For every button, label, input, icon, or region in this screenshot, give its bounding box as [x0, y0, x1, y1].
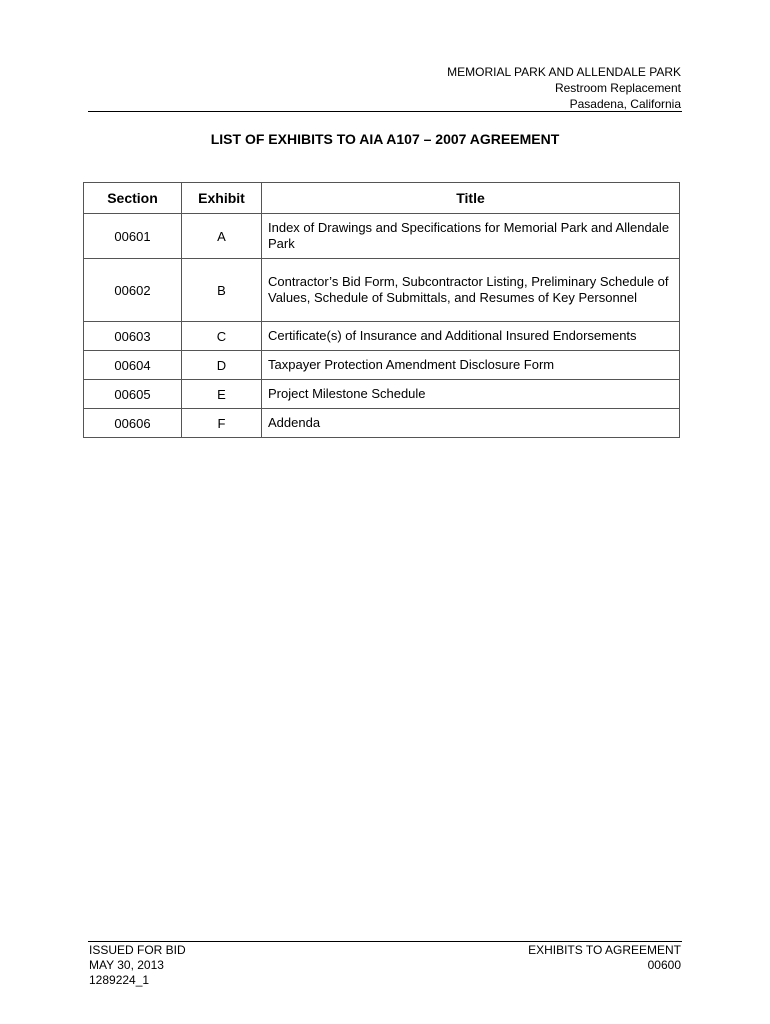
- cell-title: Project Milestone Schedule: [262, 380, 680, 409]
- footer-issue-date: MAY 30, 2013: [89, 958, 164, 972]
- cell-title: Addenda: [262, 409, 680, 438]
- footer-left: [89, 943, 186, 988]
- cell-exhibit: C: [182, 322, 262, 351]
- cell-title: Certificate(s) of Insurance and Additional Insured Endorsements: [262, 322, 680, 351]
- cell-title: Index of Drawings and Specifications for Memorial Park and Allendale Park: [262, 214, 680, 259]
- header-project-subtitle: Restroom Replacement: [554, 81, 681, 95]
- header-location: Pasadena, California: [569, 97, 681, 111]
- table-header-row: [84, 183, 680, 214]
- cell-section: 00605: [84, 380, 182, 409]
- cell-title: Contractor’s Bid Form, Subcontractor Listing, Preliminary Schedule of Values, Schedule of Submittals, and Resumes of Key Personnel: [262, 259, 680, 322]
- table-row: [84, 259, 680, 322]
- cell-section: 00606: [84, 409, 182, 438]
- page-title: LIST OF EXHIBITS TO AIA A107 – 2007 AGREEMENT: [210, 131, 560, 147]
- column-header-section: Section: [84, 183, 182, 214]
- exhibits-table: [83, 182, 680, 438]
- footer-document-number: 1289224_1: [89, 973, 150, 987]
- cell-title: Taxpayer Protection Amendment Disclosure Form: [262, 351, 680, 380]
- cell-exhibit: E: [182, 380, 262, 409]
- table-row: [84, 351, 680, 380]
- cell-section: 00601: [84, 214, 182, 259]
- footer-divider: [88, 941, 682, 942]
- footer-right: [528, 943, 681, 973]
- footer-issue-status: ISSUED FOR BID: [89, 943, 186, 957]
- table-row: [84, 380, 680, 409]
- cell-exhibit: B: [182, 259, 262, 322]
- cell-section: 00604: [84, 351, 182, 380]
- header-divider: [88, 111, 682, 112]
- cell-section: 00602: [84, 259, 182, 322]
- column-header-title: Title: [262, 183, 680, 214]
- table-row: [84, 214, 680, 259]
- table-row: [84, 322, 680, 351]
- page-header: [447, 64, 681, 112]
- cell-exhibit: A: [182, 214, 262, 259]
- cell-section: 00603: [84, 322, 182, 351]
- cell-exhibit: D: [182, 351, 262, 380]
- table-row: [84, 409, 680, 438]
- footer-section-name: EXHIBITS TO AGREEMENT: [528, 943, 681, 957]
- footer-section-number: 00600: [647, 958, 681, 972]
- header-project-name: MEMORIAL PARK AND ALLENDALE PARK: [447, 65, 681, 79]
- cell-exhibit: F: [182, 409, 262, 438]
- column-header-exhibit: Exhibit: [182, 183, 262, 214]
